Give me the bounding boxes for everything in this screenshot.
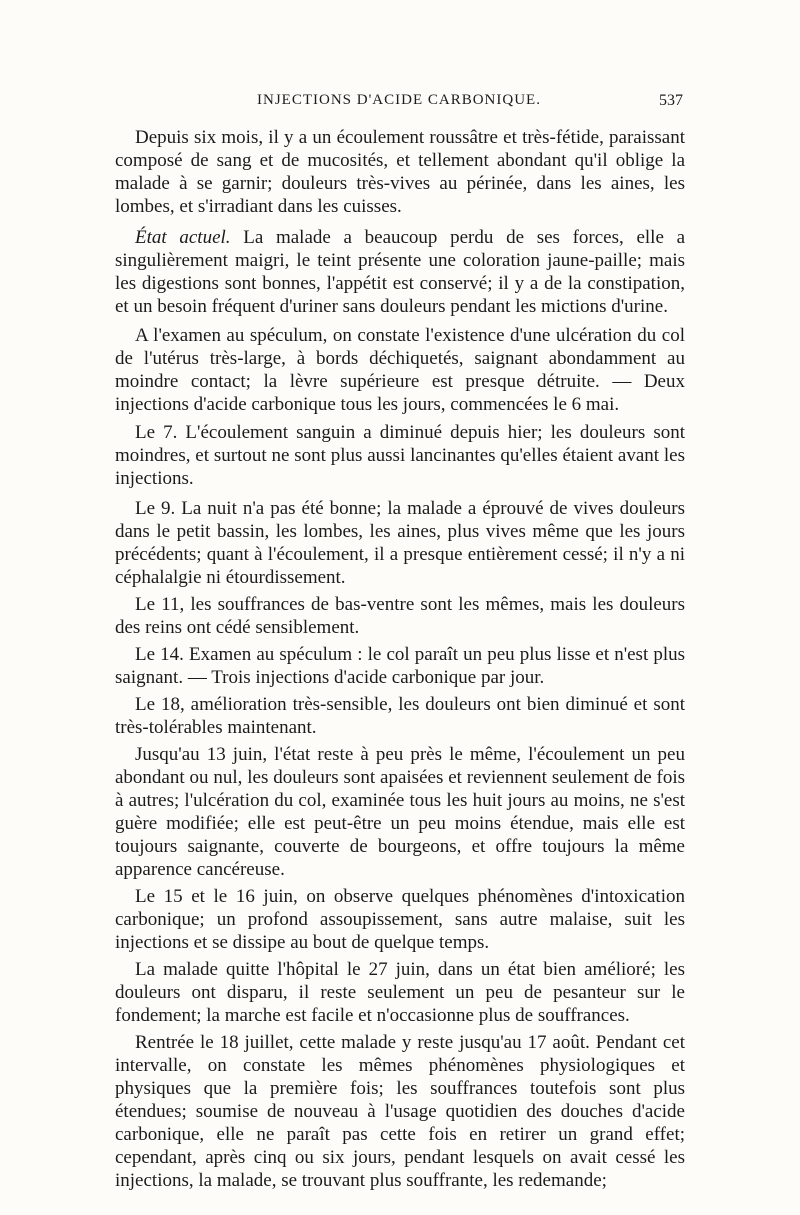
page-number: 537 <box>659 92 683 109</box>
paragraph-etat-actuel <box>115 226 685 318</box>
paragraph: Le 14. Examen au spéculum : le col paraît un peu plus lisse et n'est plus saignant. — Trois injections d'acide carbonique par jour. <box>115 644 685 688</box>
paragraph: Jusqu'au 13 juin, l'état reste à peu près le même, l'écoulement un peu abondant ou nul, les douleurs sont apaisées et reviennent seulement de fois à autres; l'ulcération du col, examinée tous les huit jours au moins, ne s'est guère modifiée; elle est peut-être un peu moins étendue, mais elle est toujours saignante, couverte de bourgeons, et offre toujours la même apparence cancéreuse. <box>115 744 685 880</box>
paragraph: A l'examen au spéculum, on constate l'existence d'une ulcération du col de l'utérus très-large, à bords déchiquetés, saignant abondamment au moindre contact; la lèvre supérieure est presque détruite. — Deux injections d'acide carbonique tous les jours, commencées le 6 mai. <box>115 325 685 415</box>
paragraph: Le 9. La nuit n'a pas été bonne; la malade a éprouvé de vives douleurs dans le petit bassin, les lombes, les aines, plus vives même que les jours précédents; quant à l'écoulement, il a presque entièrement cessé; il n'y a ni céphalalgie ni étourdissement. <box>115 498 685 588</box>
running-title: INJECTIONS D'ACIDE CARBONIQUE. <box>257 92 541 108</box>
paragraph: Le 15 et le 16 juin, on observe quelques phénomènes d'intoxication carbonique; un profond assoupissement, sans autre malaise, suit les injections et se dissipe au bout de quelque temps. <box>115 886 685 953</box>
paragraph: Le 11, les souffrances de bas-ventre sont les mêmes, mais les douleurs des reins ont cédé sensiblement. <box>115 594 685 638</box>
paragraph: Rentrée le 18 juillet, cette malade y reste jusqu'au 17 août. Pendant cet intervalle, on constate les mêmes phénomènes physiologiques et physiques que la première fois; les souffrances toutefois sont plus étendues; soumise de nouveau à l'usage quotidien des douches d'acide carbonique, elle ne paraît pas cette fois en retirer un grand effet; cependant, après cinq ou six jours, pendant lesquels on avait cessé les injections, la malade, se trouvant plus souffrante, les redemande; <box>115 1032 685 1191</box>
paragraph: Le 7. L'écoulement sanguin a diminué depuis hier; les douleurs sont moindres, et surtout ne sont plus aussi lancinantes qu'elles étaient avant les injections. <box>115 422 685 489</box>
paragraph: La malade quitte l'hôpital le 27 juin, dans un état bien amélioré; les douleurs ont disparu, il reste seulement un peu de pesanteur sur le fondement; la marche est facile et n'occasionne plus de souffrances. <box>115 959 685 1026</box>
body-text <box>115 126 685 1192</box>
paragraph: Le 18, amélioration très-sensible, les douleurs ont bien diminué et sont très-tolérables maintenant. <box>115 694 685 738</box>
page-header <box>115 92 683 116</box>
paragraph: Depuis six mois, il y a un écoulement roussâtre et très-fétide, paraissant composé de sang et de mucosités, et tellement abondant qu'il oblige la malade à se garnir; douleurs très-vives au périnée, dans les aines, les lombes, et s'irradiant dans les cuisses. <box>115 127 685 217</box>
paragraph-lead: État actuel. <box>135 227 231 248</box>
paragraph-text: La malade a beaucoup perdu de ses forces, elle a singulièrement maigri, le teint présente une coloration jaune-paille; mais les digestions sont bonnes, l'appétit est conservé; il y a de la constipation, et un besoin fréquent d'uriner sans douleurs pendant les mictions d'urine. <box>115 227 685 317</box>
